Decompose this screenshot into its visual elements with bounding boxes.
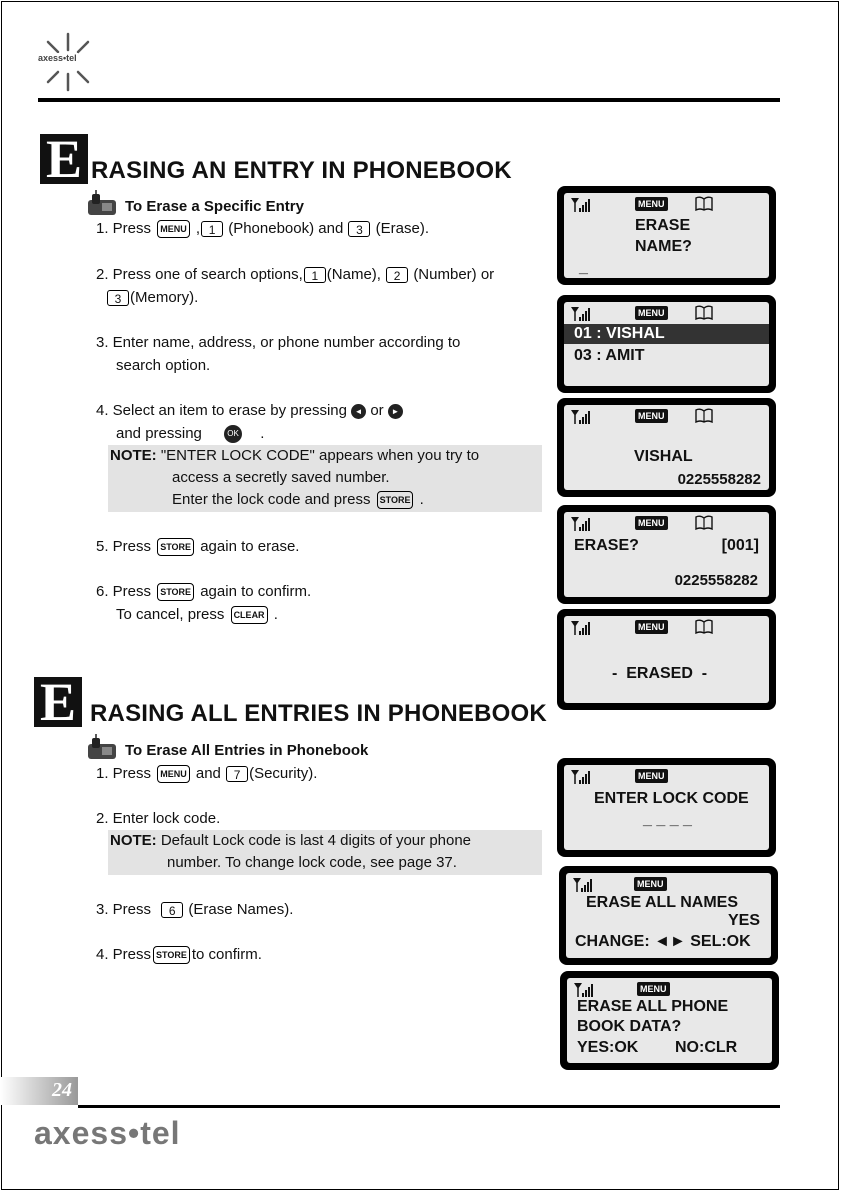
key-1-icon: 1 [304,267,326,283]
phone-icon [86,190,120,218]
step2b: 2. Enter lock code. [96,810,221,827]
store-key-icon: STORE [157,583,194,601]
left-arrow-key-icon: ◄ [351,404,366,419]
menu-indicator: MENU [635,306,668,320]
signal-icon [570,516,592,532]
step6-cont: To cancel, press CLEAR . [116,606,278,623]
phone-icon [86,734,120,762]
key-2-icon: 2 [386,267,408,283]
menu-indicator: MENU [635,409,668,423]
store-key-icon: STORE [377,491,414,509]
key-6-icon: 6 [161,902,183,918]
footer-brand-logo: axess•tel [34,1115,181,1151]
section2-initial: E [34,677,82,727]
section1-subtitle: To Erase a Specific Entry [125,198,304,215]
signal-icon [573,982,595,998]
cursor: _ [579,259,588,276]
lcd-screen-erase-name: MENU ERASE NAME? _ [557,186,776,285]
step1: 1. Press MENU , 1 (Phonebook) and 3 (Erase). [96,220,429,238]
menu-indicator: MENU [635,769,668,783]
header-rule [38,98,780,102]
signal-icon [570,409,592,425]
phonebook-icon [695,305,713,320]
menu-indicator: MENU [635,620,668,634]
lcd-screen-lock-code: MENU ENTER LOCK CODE _ _ _ _ [557,758,776,857]
menu-key-icon: MENU [157,765,190,783]
lcd-screen-erase-all-phonebook: MENU ERASE ALL PHONE BOOK DATA? YES:OK NO:CLR [560,971,779,1070]
lcd-screen-entry-detail: MENU VISHAL 0225558282 [557,398,776,497]
list-item-selected: 01 : VISHAL [574,325,665,342]
signal-icon [570,197,592,213]
step3b: 3. Press 6 (Erase Names). [96,901,294,919]
phonebook-icon [695,515,713,530]
signal-icon [570,306,592,322]
phonebook-icon [695,408,713,423]
store-key-icon: STORE [157,538,194,556]
step1b: 1. Press MENU and 7 (Security). [96,765,318,783]
key-1-icon: 1 [201,221,223,237]
phonebook-icon [695,619,713,634]
signal-icon [570,769,592,785]
list-item: 03 : AMIT [574,347,645,364]
step4: 4. Select an item to erase by pressing ◄ or ► [96,399,403,422]
clear-key-icon: CLEAR [231,606,268,624]
key-7-icon: 7 [226,766,248,782]
menu-indicator: MENU [637,982,670,996]
menu-indicator: MENU [634,877,667,891]
step6: 6. Press STORE again to confirm. [96,583,312,600]
step2: 2. Press one of search options, 1 (Name), 2 (Number) or [96,266,495,284]
step4-cont: and pressing OK . [116,425,265,442]
menu-key-icon: MENU [157,220,190,238]
lcd-screen-erase-all-names: MENU ERASE ALL NAMES YES CHANGE: ◄► SEL:OK [559,866,778,965]
store-key-icon: STORE [153,946,190,964]
logo-text: axess•tel [38,53,77,63]
lcd-screen-erase-confirm: MENU ERASE? [001] 0225558282 [557,505,776,604]
ok-key-icon: OK [224,425,242,443]
section2-note: NOTE: Default Lock code is last 4 digits of your phone number. To change lock code, see page 37. [108,830,542,875]
page-number: 24 [0,1077,78,1105]
section1-initial: E [40,134,88,184]
step5: 5. Press STORE again to erase. [96,538,300,555]
section1-title: RASING AN ENTRY IN PHONEBOOK [91,157,512,184]
section2-subtitle: To Erase All Entries in Phonebook [125,742,369,759]
step3-cont: search option. [116,357,211,374]
signal-icon [570,620,592,636]
menu-indicator: MENU [635,516,668,530]
key-3-icon: 3 [107,290,129,306]
step3: 3. Enter name, address, or phone number according to [96,334,461,351]
signal-icon [572,877,594,893]
key-3-icon: 3 [348,221,370,237]
lcd-screen-search-list [557,295,776,393]
lcd-screen-erased: MENU - ERASED - [557,609,776,710]
footer-rule [78,1105,780,1108]
menu-indicator: MENU [635,197,668,211]
step2-cont: 3 (Memory). [106,286,198,309]
right-arrow-key-icon: ► [388,404,403,419]
step4b: 4. Press STORE to confirm. [96,946,262,963]
phonebook-icon [695,196,713,211]
section2-title: RASING ALL ENTRIES IN PHONEBOOK [90,700,547,727]
section1-note: NOTE: "ENTER LOCK CODE" appears when you try to access a secretly saved number. Enter the lock code and press STORE . [108,445,542,512]
